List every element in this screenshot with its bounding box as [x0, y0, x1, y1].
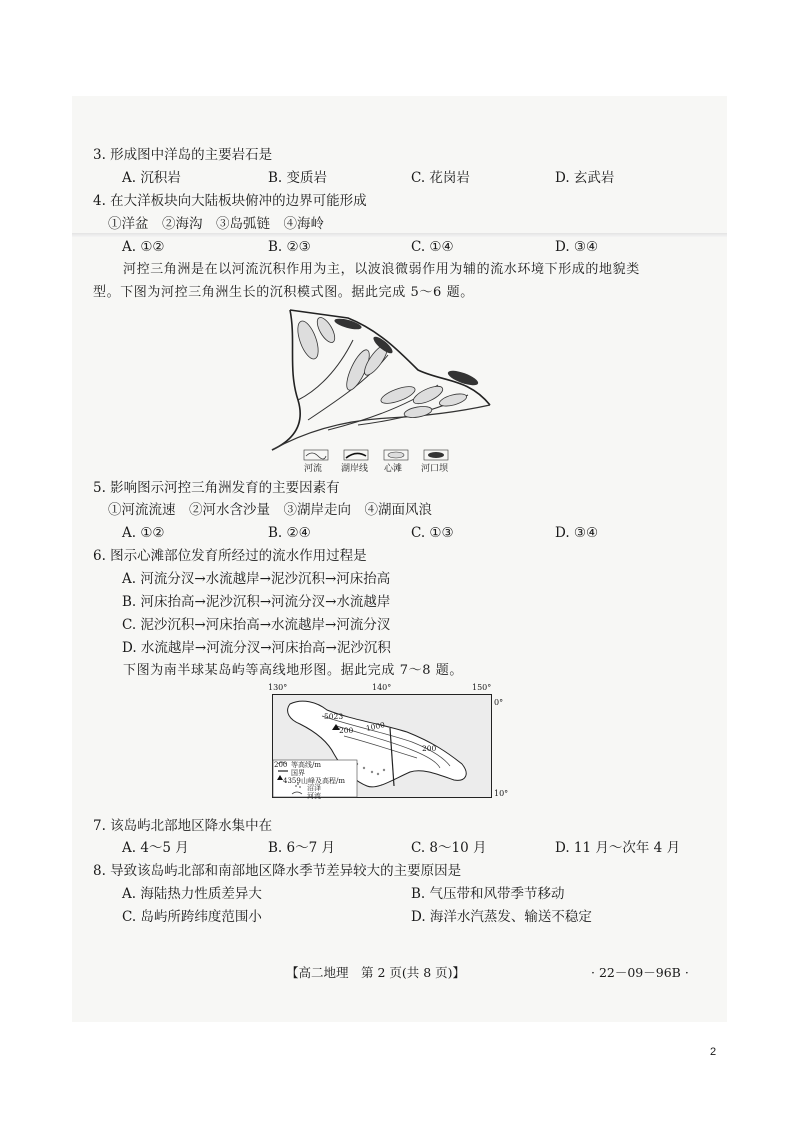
q7-stem: 7. 该岛屿北部地区降水集中在 [93, 818, 273, 834]
scan-fold-line [72, 233, 727, 237]
map-lon-130: 130° [268, 683, 288, 692]
q4-option-d: D. ③④ [555, 239, 599, 255]
map-legend-swamp: 沼泽 [307, 784, 321, 792]
q5-items: ①河流流速 ②河水含沙量 ③湖岸走向 ④湖面风浪 [108, 502, 432, 518]
map-peak-elevation: 5023 [324, 712, 344, 721]
q6-stem: 6. 图示心滩部位发育所经过的流水作用过程是 [93, 548, 367, 564]
intro-5-6-line1: 河控三角洲是在以河流沉积作用为主，以波浪微弱作用为辅的流水环境下形成的地貌类 [123, 262, 640, 277]
q8-option-c: C. 岛屿所跨纬度范围小 [122, 909, 262, 925]
q8-option-d: D. 海洋水汽蒸发、输送不稳定 [411, 909, 592, 925]
q5-stem: 5. 影响图示河控三角洲发育的主要因素有 [93, 480, 340, 496]
q3-option-b: B. 变质岩 [268, 170, 328, 186]
q6-option-a: A. 河流分汊→水流越岸→泥沙沉积→河床抬高 [122, 571, 391, 587]
map-lat-0: 0° [494, 698, 504, 707]
map-contour-label-200: 200 [339, 726, 354, 735]
delta-legend-shoreline: 湖岸线 [341, 464, 369, 474]
map-legend-contour: 等高线/m [291, 761, 321, 769]
q4-option-a: A. ①② [122, 239, 165, 255]
map-contour-label-200-east: 200 [422, 744, 437, 753]
q3-option-a: A. 沉积岩 [122, 170, 181, 186]
map-legend-peak-value: 4359 [283, 777, 301, 785]
q6-option-c: C. 泥沙沉积→河床抬高→水流越岸→河流分汊 [122, 617, 391, 633]
q4-items: ①洋盆 ②海沟 ③岛弧链 ④海岭 [108, 216, 324, 232]
island-map [266, 682, 509, 810]
q8-option-b: B. 气压带和风带季节移动 [411, 886, 565, 902]
map-legend-peak: 山峰及高程/m [301, 777, 345, 785]
q4-option-b: B. ②③ [268, 239, 311, 255]
delta-legend-river: 河流 [304, 464, 323, 474]
map-contour-label-1000: 1000 [365, 720, 386, 733]
q3-option-d: D. 玄武岩 [555, 170, 615, 186]
q6-option-b: B. 河床抬高→泥沙沉积→河流分汊→水流越岸 [122, 594, 391, 610]
q6-option-d: D. 水流越岸→河流分汊→河床抬高→泥沙沉积 [122, 640, 391, 656]
map-lon-140: 140° [372, 683, 392, 692]
q7-option-c: C. 8～10 月 [411, 840, 487, 856]
q3-option-c: C. 花岗岩 [411, 170, 470, 186]
delta-diagram [268, 300, 504, 475]
q3-stem: 3. 形成图中洋岛的主要岩石是 [93, 147, 273, 163]
q8-stem: 8. 导致该岛屿北部和南部地区降水季节差异较大的主要原因是 [93, 863, 462, 879]
q8-option-a: A. 海陆热力性质差异大 [122, 886, 262, 902]
q4-stem: 4. 在大洋板块向大陆板块俯冲的边界可能形成 [93, 193, 367, 209]
q5-option-d: D. ③④ [555, 525, 599, 541]
map-legend-border: 国界 [291, 769, 305, 777]
page-footer-title: 【高二地理 第 2 页(共 8 页)】 [286, 965, 466, 980]
delta-figure [268, 300, 504, 475]
intro-5-6-line2: 型。下图为河控三角洲生长的沉积模式图。据此完成 5～6 题。 [93, 285, 474, 300]
q7-option-b: B. 6～7 月 [268, 840, 335, 856]
map-lat-10: 10° [494, 789, 509, 798]
map-lon-150: 150° [472, 683, 492, 692]
q5-option-b: B. ②④ [268, 525, 311, 541]
map-legend-contour-value: 200 [274, 761, 288, 769]
delta-legend-mouth-bar: 河口坝 [421, 464, 449, 474]
intro-7-8: 下图为南半球某岛屿等高线地形图。据此完成 7～8 题。 [123, 663, 464, 678]
q7-option-d: D. 11 月～次年 4 月 [555, 840, 681, 856]
q4-option-c: C. ①④ [411, 239, 454, 255]
q5-option-a: A. ①② [122, 525, 165, 541]
page-number: 2 [710, 1046, 717, 1058]
delta-legend-channel-bar: 心滩 [384, 464, 403, 474]
q7-option-a: A. 4～5 月 [122, 840, 189, 856]
q5-option-c: C. ①③ [411, 525, 454, 541]
page-footer-code: · 22－09－96B · [591, 965, 689, 980]
map-legend-river: 河流 [307, 792, 321, 800]
